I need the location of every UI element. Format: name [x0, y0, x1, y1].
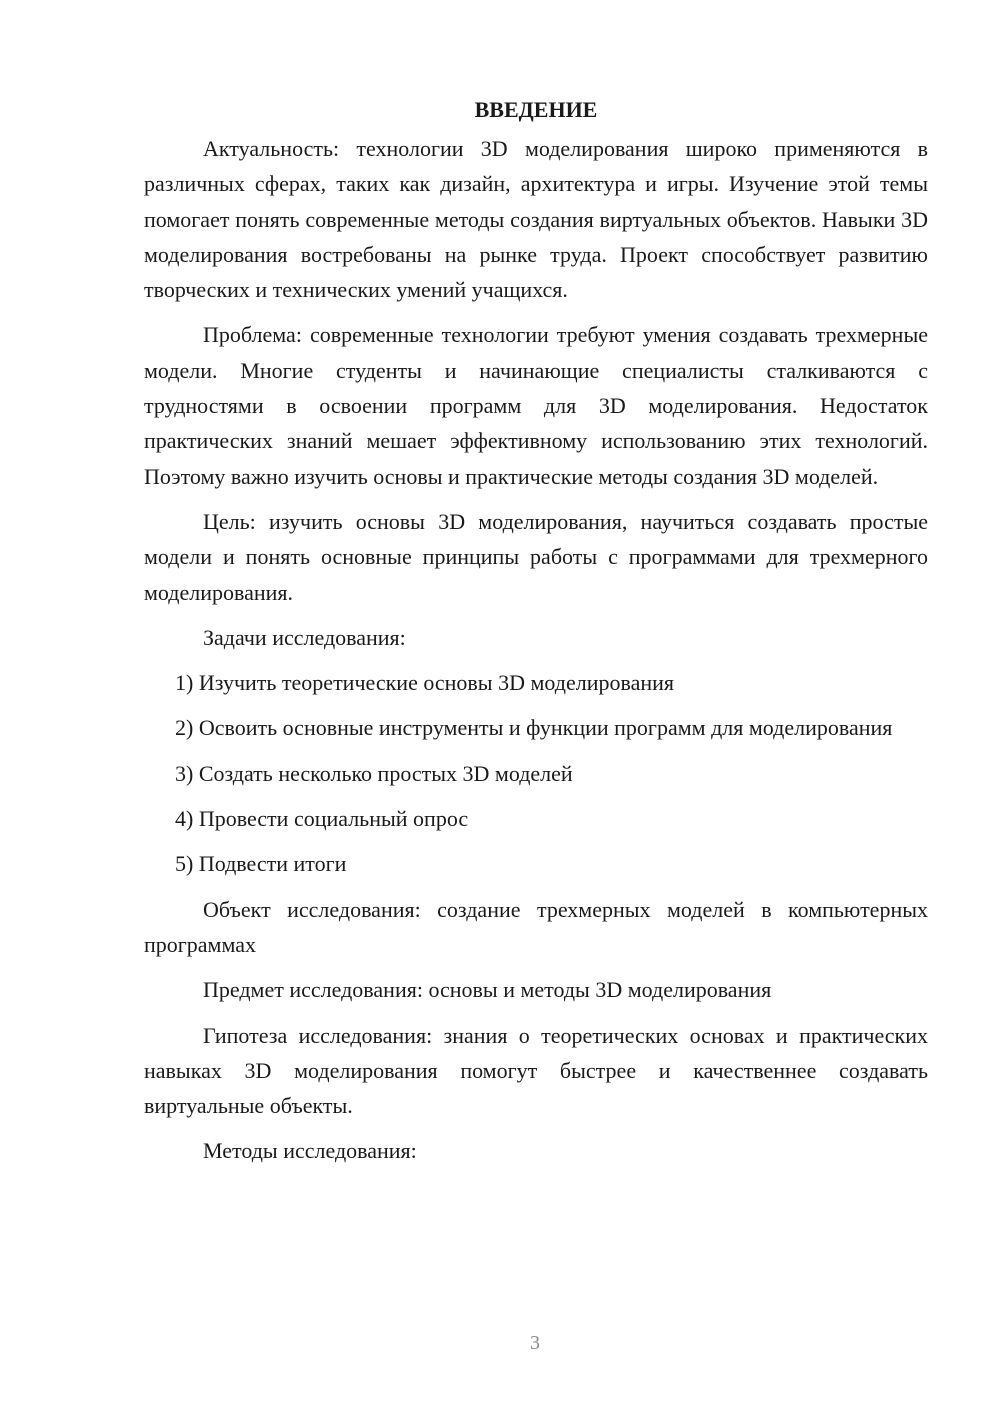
task-item-3: 3) Создать несколько простых 3D моделей: [175, 760, 573, 786]
paragraph-hypothesis: Гипотеза исследования: знания о теоретических основах и практических навыках 3D моделирования помогут быстрее и качественнее создавать виртуальные объекты.: [144, 1022, 928, 1119]
task-item-5: 5) Подвести итоги: [175, 851, 347, 877]
paragraph-relevance: Актуальность: технологии 3D моделирования широко применяются в различных сферах, таких как дизайн, архитектура и игры. Изучение этой темы помогает понять современные методы создания виртуальных объектов. Навыки 3D моделирования востребованы на рынке труда. Проект способствует развитию творческих и технических умений учащихся.: [144, 136, 928, 303]
paragraph-tasks-heading: Задачи исследования:: [203, 624, 406, 650]
document-page: [144, 92, 928, 1179]
task-item-2: 2) Освоить основные инструменты и функции программ для моделирования: [175, 715, 893, 741]
paragraph-subject: Предмет исследования: основы и методы 3D моделирования: [203, 977, 772, 1003]
section-title: ВВЕДЕНИЕ: [474, 97, 598, 122]
paragraph-object: Объект исследования: создание трехмерных моделей в компьютерных программах: [144, 896, 928, 957]
task-item-4: 4) Провести социальный опрос: [175, 806, 469, 832]
paragraph-goal: Цель: изучить основы 3D моделирования, научиться создавать простые модели и понять основные принципы работы с программами для трехмерного моделирования.: [144, 508, 928, 605]
paragraph-methods: Методы исследования:: [203, 1138, 417, 1164]
task-item-1: 1) Изучить теоретические основы 3D моделирования: [175, 670, 674, 696]
page-number: 3: [530, 1332, 540, 1354]
paragraph-problem: Проблема: современные технологии требуют умения создавать трехмерные модели. Многие студенты и начинающие специалисты сталкиваются с трудностями в освоении программ для 3D моделирования. Недостаток практических знаний мешает эффективному использованию этих технологий. Поэтому важно изучить основы и практические методы создания 3D моделей.: [144, 322, 928, 489]
